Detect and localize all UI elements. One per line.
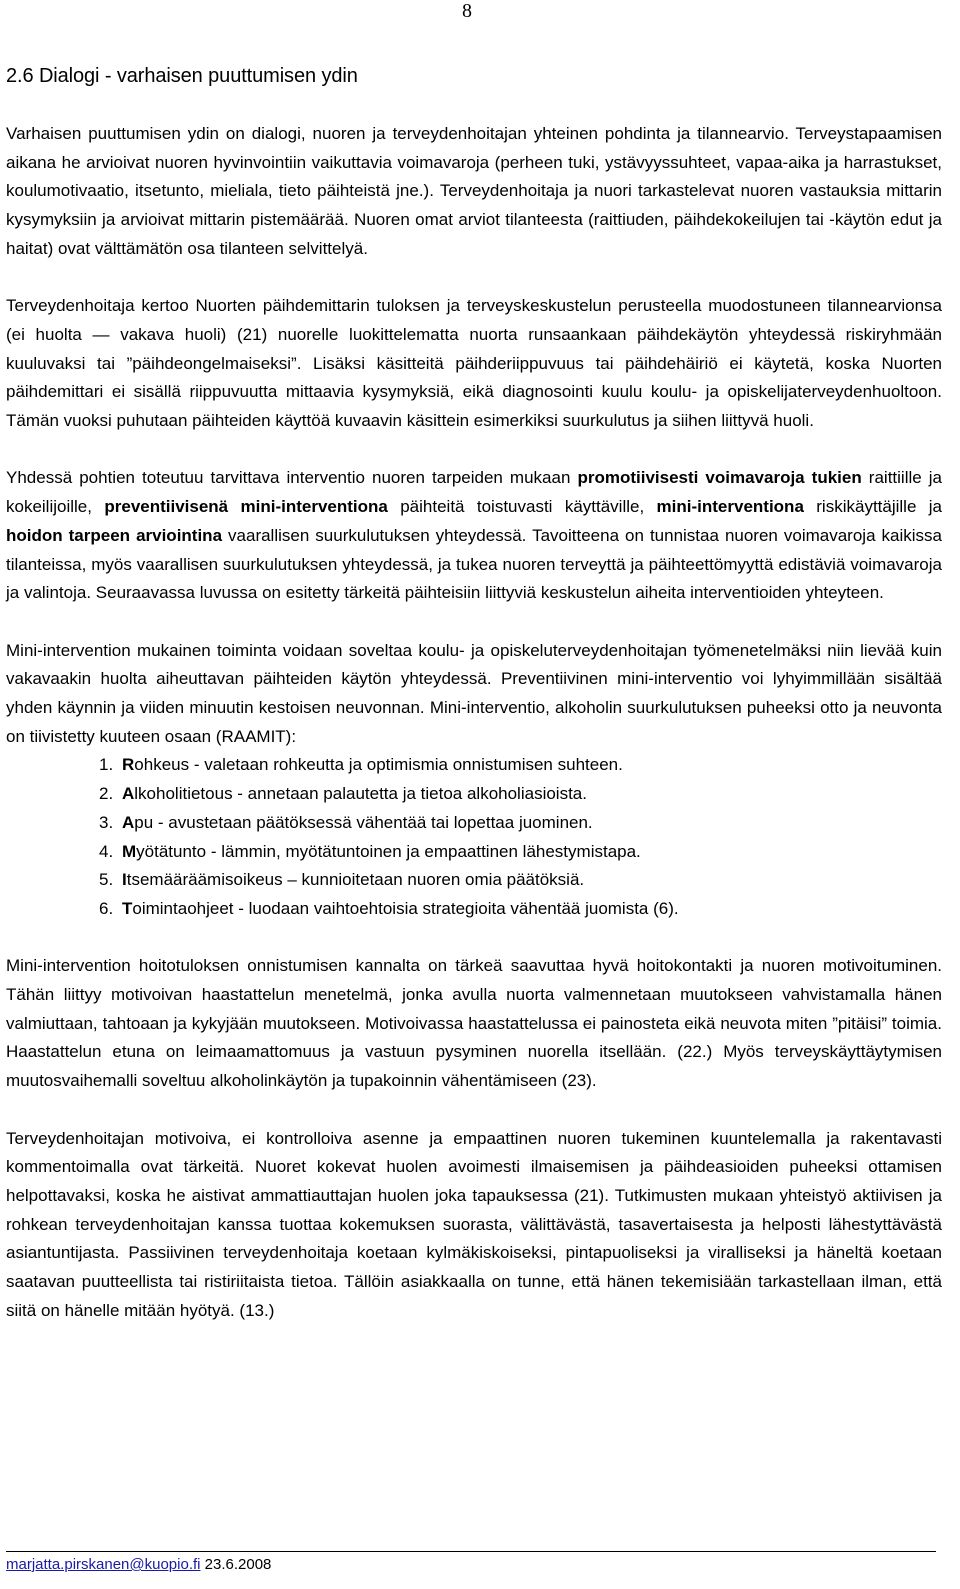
list-initial: M — [122, 841, 137, 861]
paragraph-situation-assessment: Terveydenhoitaja kertoo Nuorten päihdemittarin tuloksen ja terveyskeskustelun perusteella muodostuneen tilannearvionsa (ei huolta — vakava huoli) (21) nuorelle luokittelematta nuorta runsaankaan päihdekäytön yhteydessä riskiryhmään kuuluvaksi tai ”päihdeongelmaiseksi”. Lisäksi käsitteitä päihderiippuvuus tai päihdehäiriö ei käytetä, koska Nuorten päihdemittari ei sisällä riippuvuutta mittaavia kysymyksiä, eikä diagnosointi kuulu koulu- ja opiskelijaterveydenhuoltoon. Tämän vuoksi puhutaan päihteiden käyttöä kuvaavin käsittein esimerkiksi suurkulutus ja siihen liittyvä huoli. — [6, 296, 942, 431]
list-item — [99, 751, 942, 780]
list-initial: I — [122, 870, 127, 890]
list-item — [99, 838, 942, 867]
list-initial: A — [122, 784, 135, 804]
page-footer — [6, 1555, 936, 1575]
paragraph-nurse-attitude: Terveydenhoitajan motivoiva, ei kontrolloiva asenne ja empaattinen nuoren tukeminen kuuntelemalla ja rakentavasti kommentoimalla ovat tärkeitä. Nuoret kokevat huolen avoimesti ilmaisemisen ja päihdeasioiden puheeksi ottamisen helpottavaksi, koska he aistivat ammattiauttajan huolen joka tapauksessa (21). Tutkimusten mukaan yhteistyö aktiivisen ja rohkean terveydenhoitajan kanssa tuottaa kokemuksen suorasta, välittävästä, tasavertaisesta ja helposti lähestyttävästä asiantuntijasta. Passiivinen terveydenhoitaja koetaan kylmäkiskoiseksi, pintapuoliseksi ja viralliseksi ja häneltä koetaan saatavan puutteellista tai ristiriitaista tietoa. Tällöin asiakkaalla on tunne, että hänen tekemisiään tarkastellaan ilman, että siitä on hänelle mitään hyötyä. (13.) — [6, 1128, 942, 1320]
footer-divider — [6, 1551, 936, 1552]
list-text: pu - avustetaan päätöksessä vähentää tai lopettaa juominen. — [134, 812, 593, 832]
list-item — [99, 809, 942, 838]
list-item — [99, 780, 942, 809]
text-run: päihteitä toistuvasti käyttäville, — [387, 497, 657, 517]
section-heading: 2.6 Dialogi - varhaisen puuttumisen ydin — [6, 65, 358, 87]
list-number: 1. — [99, 755, 114, 775]
document-body — [6, 120, 942, 1354]
list-initial: R — [122, 755, 135, 775]
list-item — [99, 866, 942, 895]
list-text: ohkeus - valetaan rohkeutta ja optimismia onnistumisen suhteen. — [134, 755, 623, 775]
raamit-list — [6, 751, 942, 923]
list-item — [99, 895, 942, 924]
text-run: vaarallisen suurkulutuksen yhteydessä. Tavoitteena on tunnistaa nuoren voimavaroja kaikissa tilanteissa, myös vaarallisen suurkulutuksen yhteydessä, ja tukea nuoren terveyttä ja päihteettömyyttä edistäviä voimavaroja ja valintoja. Seuraavassa luvussa on esitetty tärkeitä päihteisiin liittyviä keskustelun aiheita interventioiden yhteyteen. — [6, 525, 942, 603]
paragraph-mini-intervention: Mini-intervention mukainen toiminta voidaan soveltaa koulu- ja opiskeluterveydenhoitajan työmenetelmäksi niin lievää kuin vakavaakin huolta aiheuttavan päihteiden käytön yhteydessä. Preventiivinen mini-interventio voi lyhyimmillään sisältää yhden käynnin ja viiden minuutin kestoisen neuvonnan. Mini-interventio, alkoholin suurkulutuksen puheeksi otto ja neuvonta on tiivistetty kuuteen osaan (RAAMIT): — [6, 640, 942, 746]
footer-date: 23.6.2008 — [200, 1556, 272, 1573]
author-email-link[interactable]: marjatta.pirskanen@kuopio.fi — [6, 1556, 201, 1573]
text-run: raittiille ja kokeilijoille, — [6, 468, 942, 517]
list-number: 2. — [99, 784, 114, 804]
bold-term-mini-intervention: mini-interventiona — [656, 497, 804, 517]
list-initial: T — [122, 898, 133, 918]
list-text: tsemääräämisoikeus – kunnioitetaan nuoren omia päätöksiä. — [126, 870, 585, 890]
list-text: lkoholitietous - annetaan palautetta ja tietoa alkoholiasioista. — [134, 784, 587, 804]
list-number: 5. — [99, 870, 114, 890]
bold-term-promotive: promotiivisesti voimavaroja tukien — [577, 468, 862, 488]
bold-term-preventive: preventiivisenä mini-interventiona — [104, 497, 388, 517]
list-text: yötätunto - lämmin, myötätuntoinen ja empaattinen lähestymistapa. — [136, 841, 641, 861]
paragraph-motivational-interview: Mini-intervention hoitotuloksen onnistumisen kannalta on tärkeä saavuttaa hyvä hoitokontakti ja nuoren motivoituminen. Tähän liittyy motivoivan haastattelun menetelmä, jonka avulla nuorta valmennetaan muutokseen vahvistamalla hänen valmiuttaan, tahtoaan ja kykyjään muutokseen. Motivoivassa haastattelussa ei painosteta eikä neuvota miten ”pitäisi” toimia. Haastattelun etuna on leimaamattomuus ja vastuun pysyminen nuorella itsellään. (22.) Myös terveyskäyttäytymisen muutosvaihemalli soveltuu alkoholinkäytön ja tupakoinnin vähentämiseen (23). — [6, 956, 942, 1091]
paragraph-dialogue-intro: Varhaisen puuttumisen ydin on dialogi, nuoren ja terveydenhoitajan yhteinen pohdinta ja tilannearvio. Terveystapaamisen aikana he arvioivat nuoren hyvinvointiin vaikuttavia voimavaroja (perheen tuki, ystävyyssuhteet, vapaa-aika ja harrastukset, koulumotivaatio, itsetunto, mieliala, tieto päihteistä jne.). Terveydenhoitaja ja nuori tarkastelevat nuoren vastauksia mittarin kysymyksiin ja arvioivat mittarin pistemäärää. Nuoren omat arviot tilanteesta (raittiuden, päihdekokeilujen tai -käytön edut ja haitat) ovat välttämätön osa tilanteen selvittelyä. — [6, 124, 942, 258]
list-number: 4. — [99, 841, 114, 861]
bold-term-care-assessment: hoidon tarpeen arviointina — [6, 525, 223, 545]
list-text: oimintaohjeet - luodaan vaihtoehtoisia strategioita vähentää juomista (6). — [132, 898, 679, 918]
text-run: riskikäyttäjille ja — [803, 497, 943, 517]
list-number: 3. — [99, 812, 114, 832]
text-run: Yhdessä pohtien toteutuu tarvittava interventio nuoren tarpeiden mukaan — [6, 468, 578, 488]
paragraph-intervention-types — [6, 464, 942, 608]
list-number: 6. — [99, 898, 114, 918]
page-number: 8 — [462, 0, 472, 22]
list-initial: A — [122, 812, 135, 832]
